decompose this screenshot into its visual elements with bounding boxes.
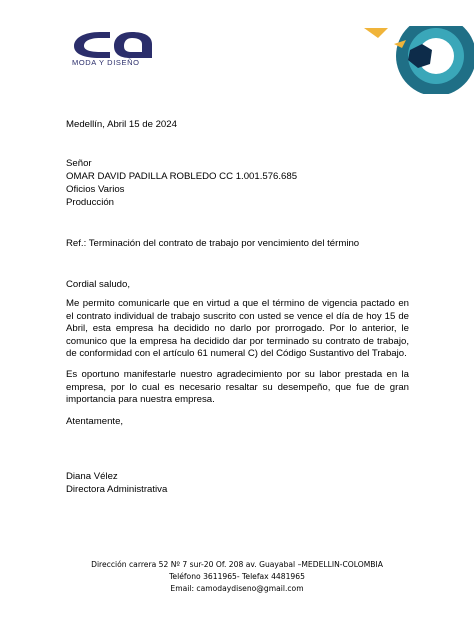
decor-gold-triangle <box>364 28 388 38</box>
decorative-circle-graphic <box>358 26 474 94</box>
footer-email[interactable]: Email: camodaydiseno@gmail.com <box>170 584 304 593</box>
greeting: Cordial saludo, <box>66 279 130 290</box>
letter-date: Medellín, Abril 15 de 2024 <box>66 119 177 130</box>
logo-a-shape <box>114 32 152 58</box>
signer-name: Diana Vélez <box>66 471 118 482</box>
logo-tagline: MODA Y DISEÑO <box>72 58 140 67</box>
paragraph-gratitude: Es oportuno manifestarle nuestro agradecimiento por su labor prestada en la empresa, por lo cual es necesario resaltar su desempeño, que fue de gran importancia para nuestra empresa. <box>66 369 409 406</box>
paragraph-termination: Me permito comunicarle que en virtud a que el término de vigencia pactado en el contrato individual de trabajo suscrito con usted se vence el día de hoy 15 de Abril, esta empresa ha decidido no darlo por prorrogado. Por lo anterior, le comunico que la empresa ha decidido dar por terminado su contrato de trabajo, de conformidad con el artículo 61 numeral C) del Código Sustantivo del Trabajo. <box>66 298 409 360</box>
salutation-title: Señor <box>66 158 92 169</box>
recipient-role: Oficios Varios <box>66 184 125 195</box>
recipient-area: Producción <box>66 197 114 208</box>
footer-phone: Teléfono 3611965- Telefax 4481965 <box>169 572 305 581</box>
signer-title: Directora Administrativa <box>66 484 168 495</box>
footer-address: Dirección carrera 52 Nº 7 sur-20 Of. 208 av. Guayabal –MEDELLIN-COLOMBIA <box>91 560 383 569</box>
reference-line: Ref.: Terminación del contrato de trabajo por vencimiento del término <box>66 238 360 249</box>
recipient-name: OMAR DAVID PADILLA ROBLEDO CC 1.001.576.685 <box>66 171 298 182</box>
logo-c-shape <box>74 32 110 58</box>
closing: Atentamente, <box>66 416 124 427</box>
